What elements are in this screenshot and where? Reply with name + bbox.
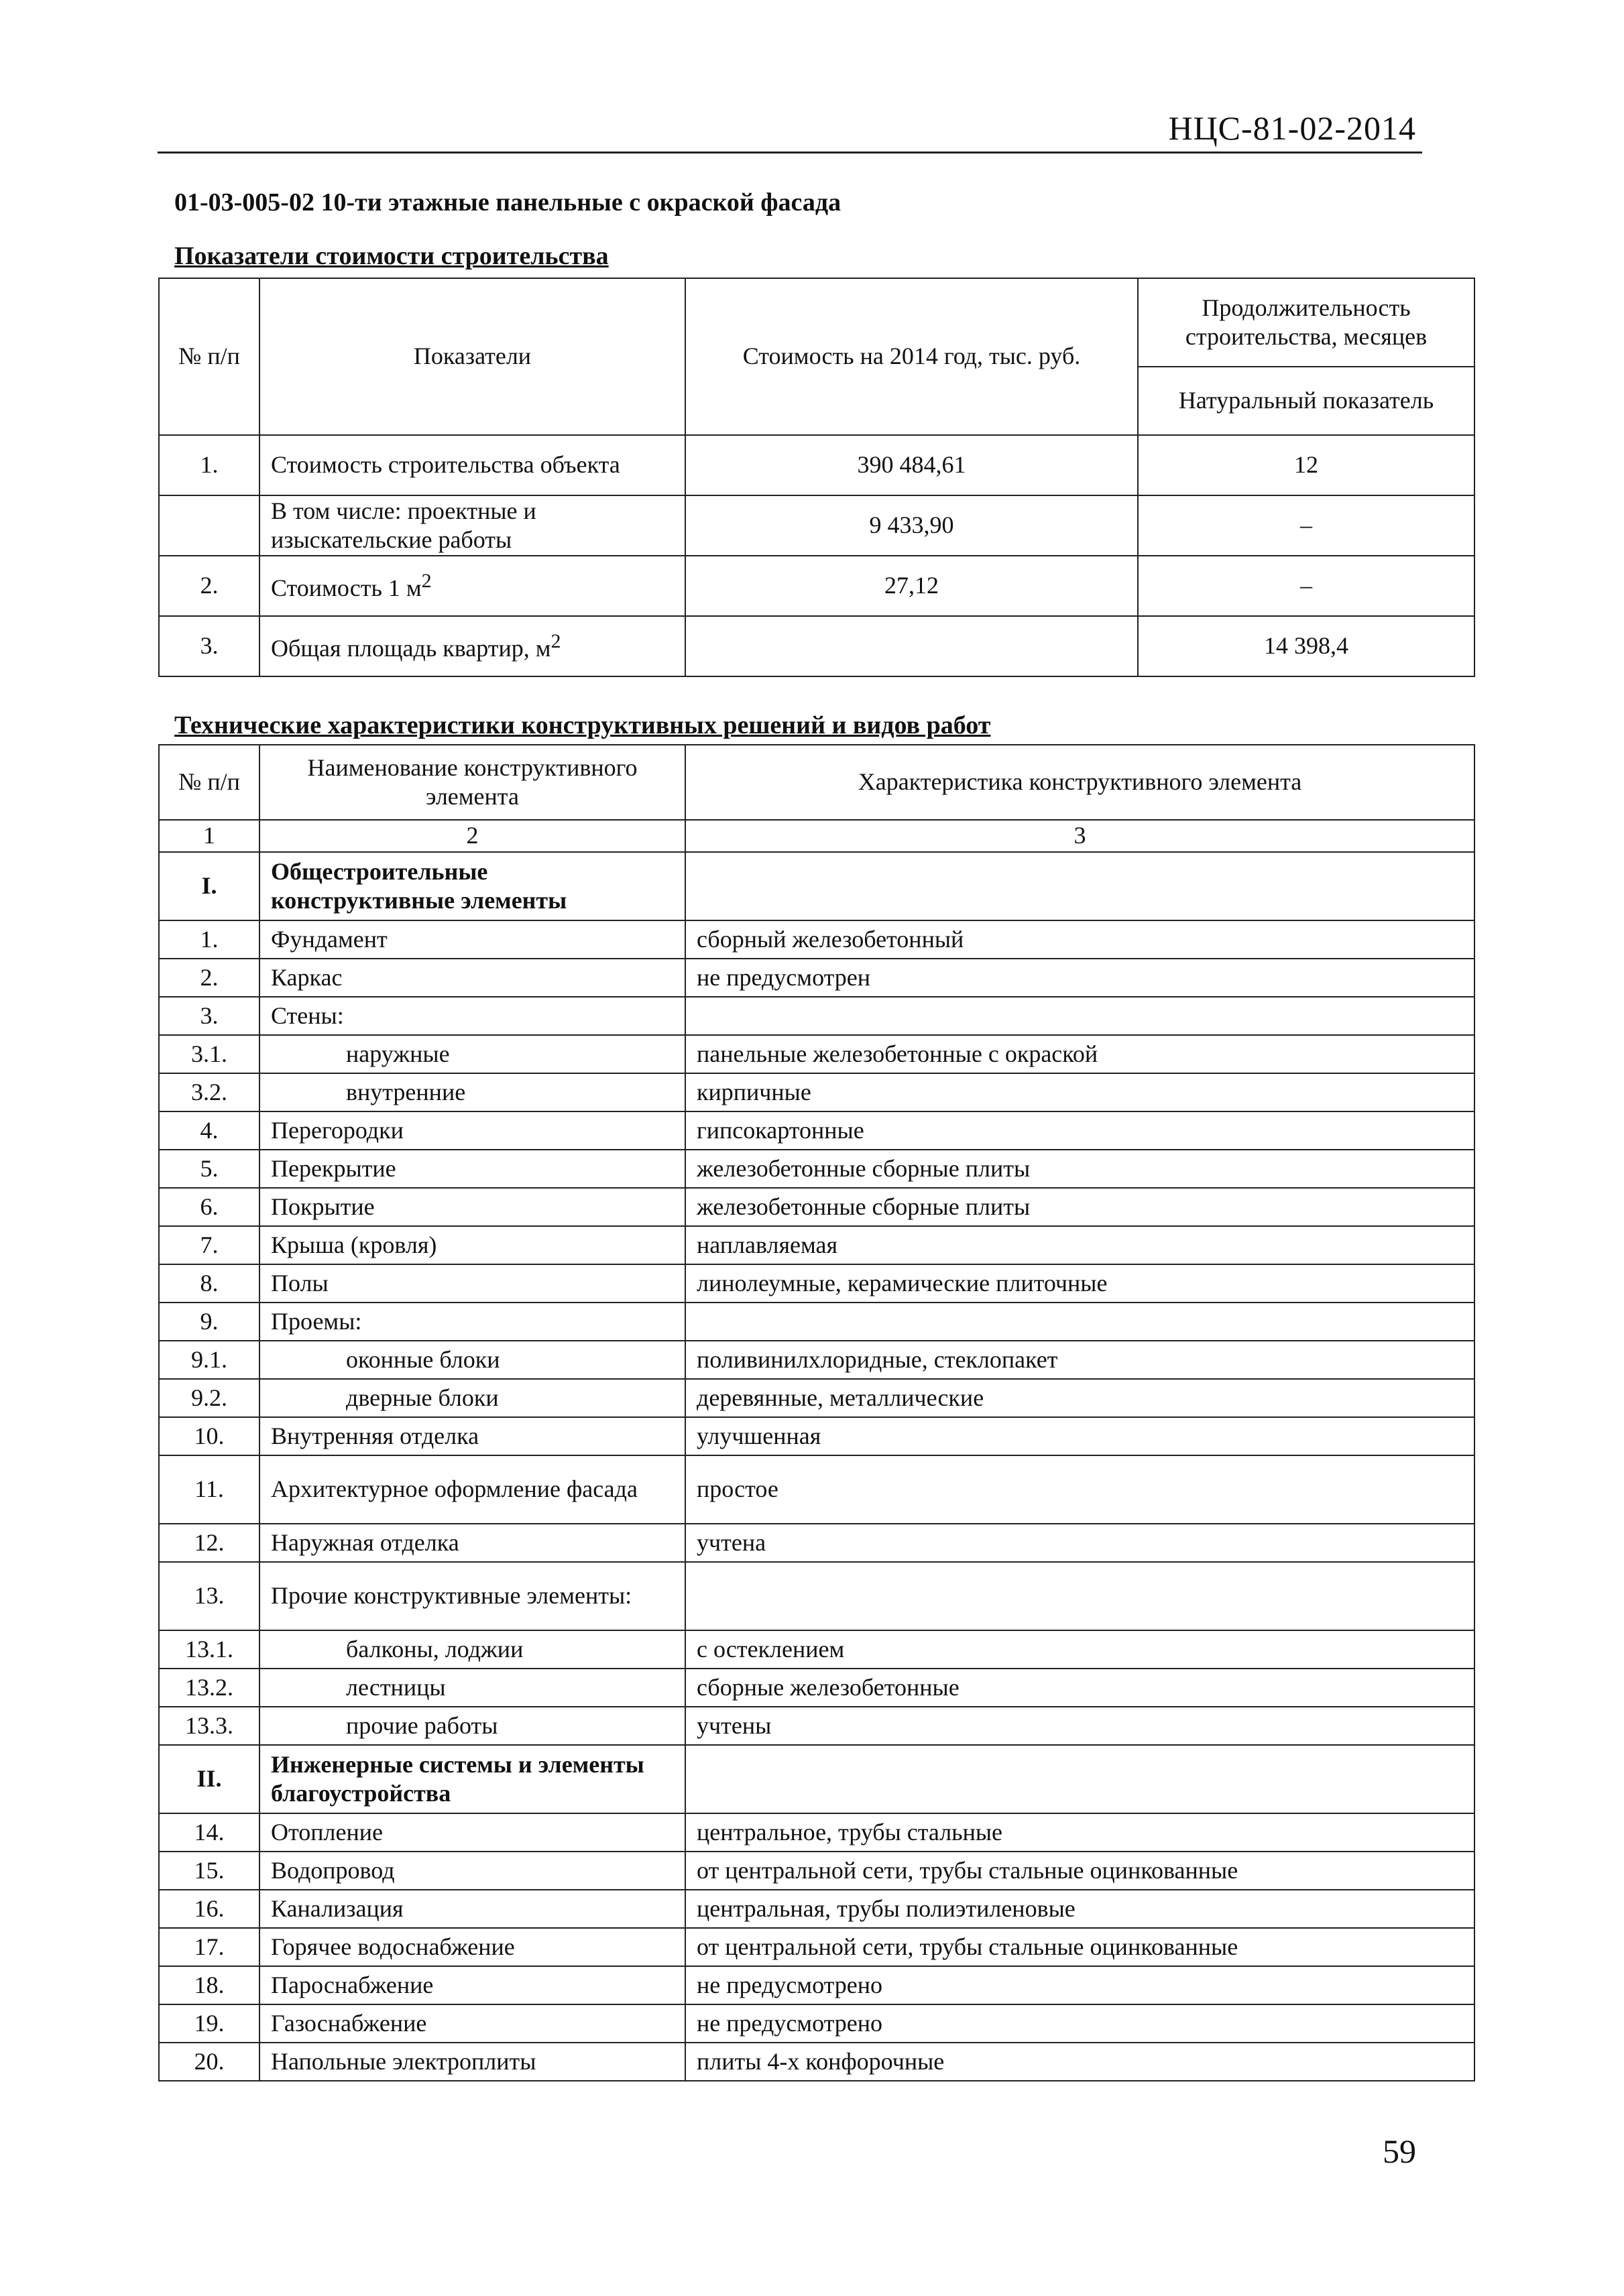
row-num: 1. (159, 920, 259, 959)
row-num: 9.2. (159, 1379, 259, 1417)
row-characteristic: простое (685, 1455, 1474, 1524)
row-num: 3.1. (159, 1035, 259, 1073)
row-num: 4. (159, 1111, 259, 1150)
row-characteristic: от центральной сети, трубы стальные оцинкованные (685, 1852, 1474, 1890)
row-num: 1. (159, 435, 259, 495)
table-row (159, 1813, 1474, 1852)
table-row (159, 1341, 1474, 1379)
row-characteristic: деревянные, металлические (685, 1379, 1474, 1417)
row-characteristic: от центральной сети, трубы стальные оцинкованные (685, 1928, 1474, 1966)
row-element: Фундамент (259, 920, 685, 959)
page-number: 59 (1383, 2132, 1416, 2170)
technical-characteristics-table (158, 744, 1475, 2081)
row-element: Каркас (259, 959, 685, 997)
row-num: II. (159, 1745, 259, 1813)
row-element: Наружная отделка (259, 1524, 685, 1562)
table-row (159, 1852, 1474, 1890)
table-row (159, 1669, 1474, 1707)
row-num: 16. (159, 1890, 259, 1928)
row-cost: 27,12 (685, 556, 1138, 616)
row-value: – (1138, 556, 1474, 616)
table-row (159, 556, 1474, 616)
row-num: 6. (159, 1188, 259, 1226)
document-code: НЦС-81-02-2014 (1168, 109, 1416, 147)
row-element: лестницы (259, 1669, 685, 1707)
row-element: Внутренняя отделка (259, 1417, 685, 1455)
row-characteristic (685, 852, 1474, 920)
row-element: Горячее водоснабжение (259, 1928, 685, 1966)
row-num: 9. (159, 1303, 259, 1341)
row-element: Покрытие (259, 1188, 685, 1226)
col-index: 2 (259, 820, 685, 852)
row-characteristic: панельные железобетонные с окраской (685, 1035, 1474, 1073)
row-value: – (1138, 495, 1474, 556)
row-characteristic: не предусмотрено (685, 1966, 1474, 2004)
table-row (159, 1890, 1474, 1928)
row-element: Отопление (259, 1813, 685, 1852)
row-num: 15. (159, 1852, 259, 1890)
table-row (159, 1630, 1474, 1669)
table-row (159, 495, 1474, 556)
header-rule (158, 152, 1422, 154)
table-row (159, 1111, 1474, 1150)
row-element: Общестроительные конструктивные элементы (259, 852, 685, 920)
row-cost: 9 433,90 (685, 495, 1138, 556)
row-num: 14. (159, 1813, 259, 1852)
row-cost: 390 484,61 (685, 435, 1138, 495)
row-num: 20. (159, 2043, 259, 2081)
row-characteristic: наплавляемая (685, 1226, 1474, 1264)
row-element: Перекрытие (259, 1150, 685, 1188)
row-element: Полы (259, 1264, 685, 1303)
row-characteristic: центральная, трубы полиэтиленовые (685, 1890, 1474, 1928)
row-element: Напольные электроплиты (259, 2043, 685, 2081)
row-cost (685, 616, 1138, 676)
table-row (159, 2043, 1474, 2081)
table-row (159, 2004, 1474, 2043)
table-header-row (159, 278, 1474, 367)
table-header-row (159, 745, 1474, 820)
row-characteristic (685, 997, 1474, 1035)
row-element: Архитектурное оформление фасада (259, 1455, 685, 1524)
row-num: 19. (159, 2004, 259, 2043)
row-num: 2. (159, 556, 259, 616)
header-indicators: Показатели (259, 278, 685, 435)
table-row (159, 1707, 1474, 1745)
row-characteristic: улучшенная (685, 1417, 1474, 1455)
row-characteristic: не предусмотрен (685, 959, 1474, 997)
row-num: 10. (159, 1417, 259, 1455)
table-row (159, 1264, 1474, 1303)
table-row (159, 1226, 1474, 1264)
row-element: Инженерные системы и элементы благоустройства (259, 1745, 685, 1813)
table-row (159, 435, 1474, 495)
table-row (159, 1524, 1474, 1562)
row-num: 12. (159, 1524, 259, 1562)
table-row (159, 1035, 1474, 1073)
row-element: дверные блоки (259, 1379, 685, 1417)
row-characteristic: с остеклением (685, 1630, 1474, 1669)
table-row (159, 1303, 1474, 1341)
table-row (159, 920, 1474, 959)
row-num: 18. (159, 1966, 259, 2004)
table-row (159, 1417, 1474, 1455)
row-element: Проемы: (259, 1303, 685, 1341)
row-element: оконные блоки (259, 1341, 685, 1379)
header-element: Наименование конструктивного элемента (259, 745, 685, 820)
col-index: 1 (159, 820, 259, 852)
row-num: 11. (159, 1455, 259, 1524)
row-num: 5. (159, 1150, 259, 1188)
header-cost: Стоимость на 2014 год, тыс. руб. (685, 278, 1138, 435)
row-characteristic: линолеумные, керамические плиточные (685, 1264, 1474, 1303)
row-num: I. (159, 852, 259, 920)
row-num: 13.3. (159, 1707, 259, 1745)
row-characteristic: гипсокартонные (685, 1111, 1474, 1150)
row-characteristic: кирпичные (685, 1073, 1474, 1111)
table-row (159, 1150, 1474, 1188)
row-characteristic: поливинилхлоридные, стеклопакет (685, 1341, 1474, 1379)
row-element: Прочие конструктивные элементы: (259, 1562, 685, 1630)
row-element: Пароснабжение (259, 1966, 685, 2004)
row-element: Стены: (259, 997, 685, 1035)
cost-indicators-table (158, 278, 1475, 677)
row-element: Канализация (259, 1890, 685, 1928)
table-row (159, 1928, 1474, 1966)
row-characteristic: сборный железобетонный (685, 920, 1474, 959)
header-natural: Натуральный показатель (1138, 367, 1474, 435)
row-num: 3.2. (159, 1073, 259, 1111)
row-name: Стоимость строительства объекта (259, 435, 685, 495)
row-num: 13. (159, 1562, 259, 1630)
row-element: наружные (259, 1035, 685, 1073)
row-num: 13.2. (159, 1669, 259, 1707)
row-num: 13.1. (159, 1630, 259, 1669)
row-characteristic: центральное, трубы стальные (685, 1813, 1474, 1852)
column-index-row (159, 820, 1474, 852)
row-num: 3. (159, 997, 259, 1035)
section-title: 01-03-005-02 10-ти этажные панельные с окраской фасада (174, 188, 842, 217)
row-characteristic: железобетонные сборные плиты (685, 1188, 1474, 1226)
cost-table-caption: Показатели стоимости строительства (174, 242, 609, 270)
row-num: 2. (159, 959, 259, 997)
row-element: балконы, лоджии (259, 1630, 685, 1669)
col-index: 3 (685, 820, 1474, 852)
row-characteristic (685, 1745, 1474, 1813)
table-row (159, 1073, 1474, 1111)
row-characteristic: сборные железобетонные (685, 1669, 1474, 1707)
row-num: 8. (159, 1264, 259, 1303)
row-characteristic: не предусмотрено (685, 2004, 1474, 2043)
table-row (159, 852, 1474, 920)
table-row (159, 997, 1474, 1035)
tech-table-caption: Технические характеристики конструктивных решений и видов работ (174, 711, 991, 739)
table-row (159, 1188, 1474, 1226)
table-row (159, 1562, 1474, 1630)
row-characteristic (685, 1562, 1474, 1630)
row-characteristic: плиты 4-х конфорочные (685, 2043, 1474, 2081)
row-num: 3. (159, 616, 259, 676)
row-num (159, 495, 259, 556)
row-num: 7. (159, 1226, 259, 1264)
row-element: Крыша (кровля) (259, 1226, 685, 1264)
row-characteristic: учтена (685, 1524, 1474, 1562)
row-element: Водопровод (259, 1852, 685, 1890)
table-row (159, 1379, 1474, 1417)
header-characteristic: Характеристика конструктивного элемента (685, 745, 1474, 820)
table-row (159, 1745, 1474, 1813)
row-element: Перегородки (259, 1111, 685, 1150)
header-num: № п/п (159, 278, 259, 435)
row-name: Стоимость 1 $м^2$ (259, 556, 685, 616)
row-element: прочие работы (259, 1707, 685, 1745)
row-element: внутренние (259, 1073, 685, 1111)
row-characteristic: железобетонные сборные плиты (685, 1150, 1474, 1188)
row-name: В том числе: проектные и изыскательские работы (259, 495, 685, 556)
table-row (159, 959, 1474, 997)
table-row (159, 1455, 1474, 1524)
row-characteristic (685, 1303, 1474, 1341)
row-characteristic: учтены (685, 1707, 1474, 1745)
row-num: 17. (159, 1928, 259, 1966)
header-duration: Продолжительность строительства, месяцев (1138, 278, 1474, 367)
row-value: 14 398,4 (1138, 616, 1474, 676)
table-row (159, 1966, 1474, 2004)
row-name: Общая площадь квартир, $м^2$ (259, 616, 685, 676)
row-num: 9.1. (159, 1341, 259, 1379)
row-element: Газоснабжение (259, 2004, 685, 2043)
header-num: № п/п (159, 745, 259, 820)
table-row (159, 616, 1474, 676)
row-value: 12 (1138, 435, 1474, 495)
